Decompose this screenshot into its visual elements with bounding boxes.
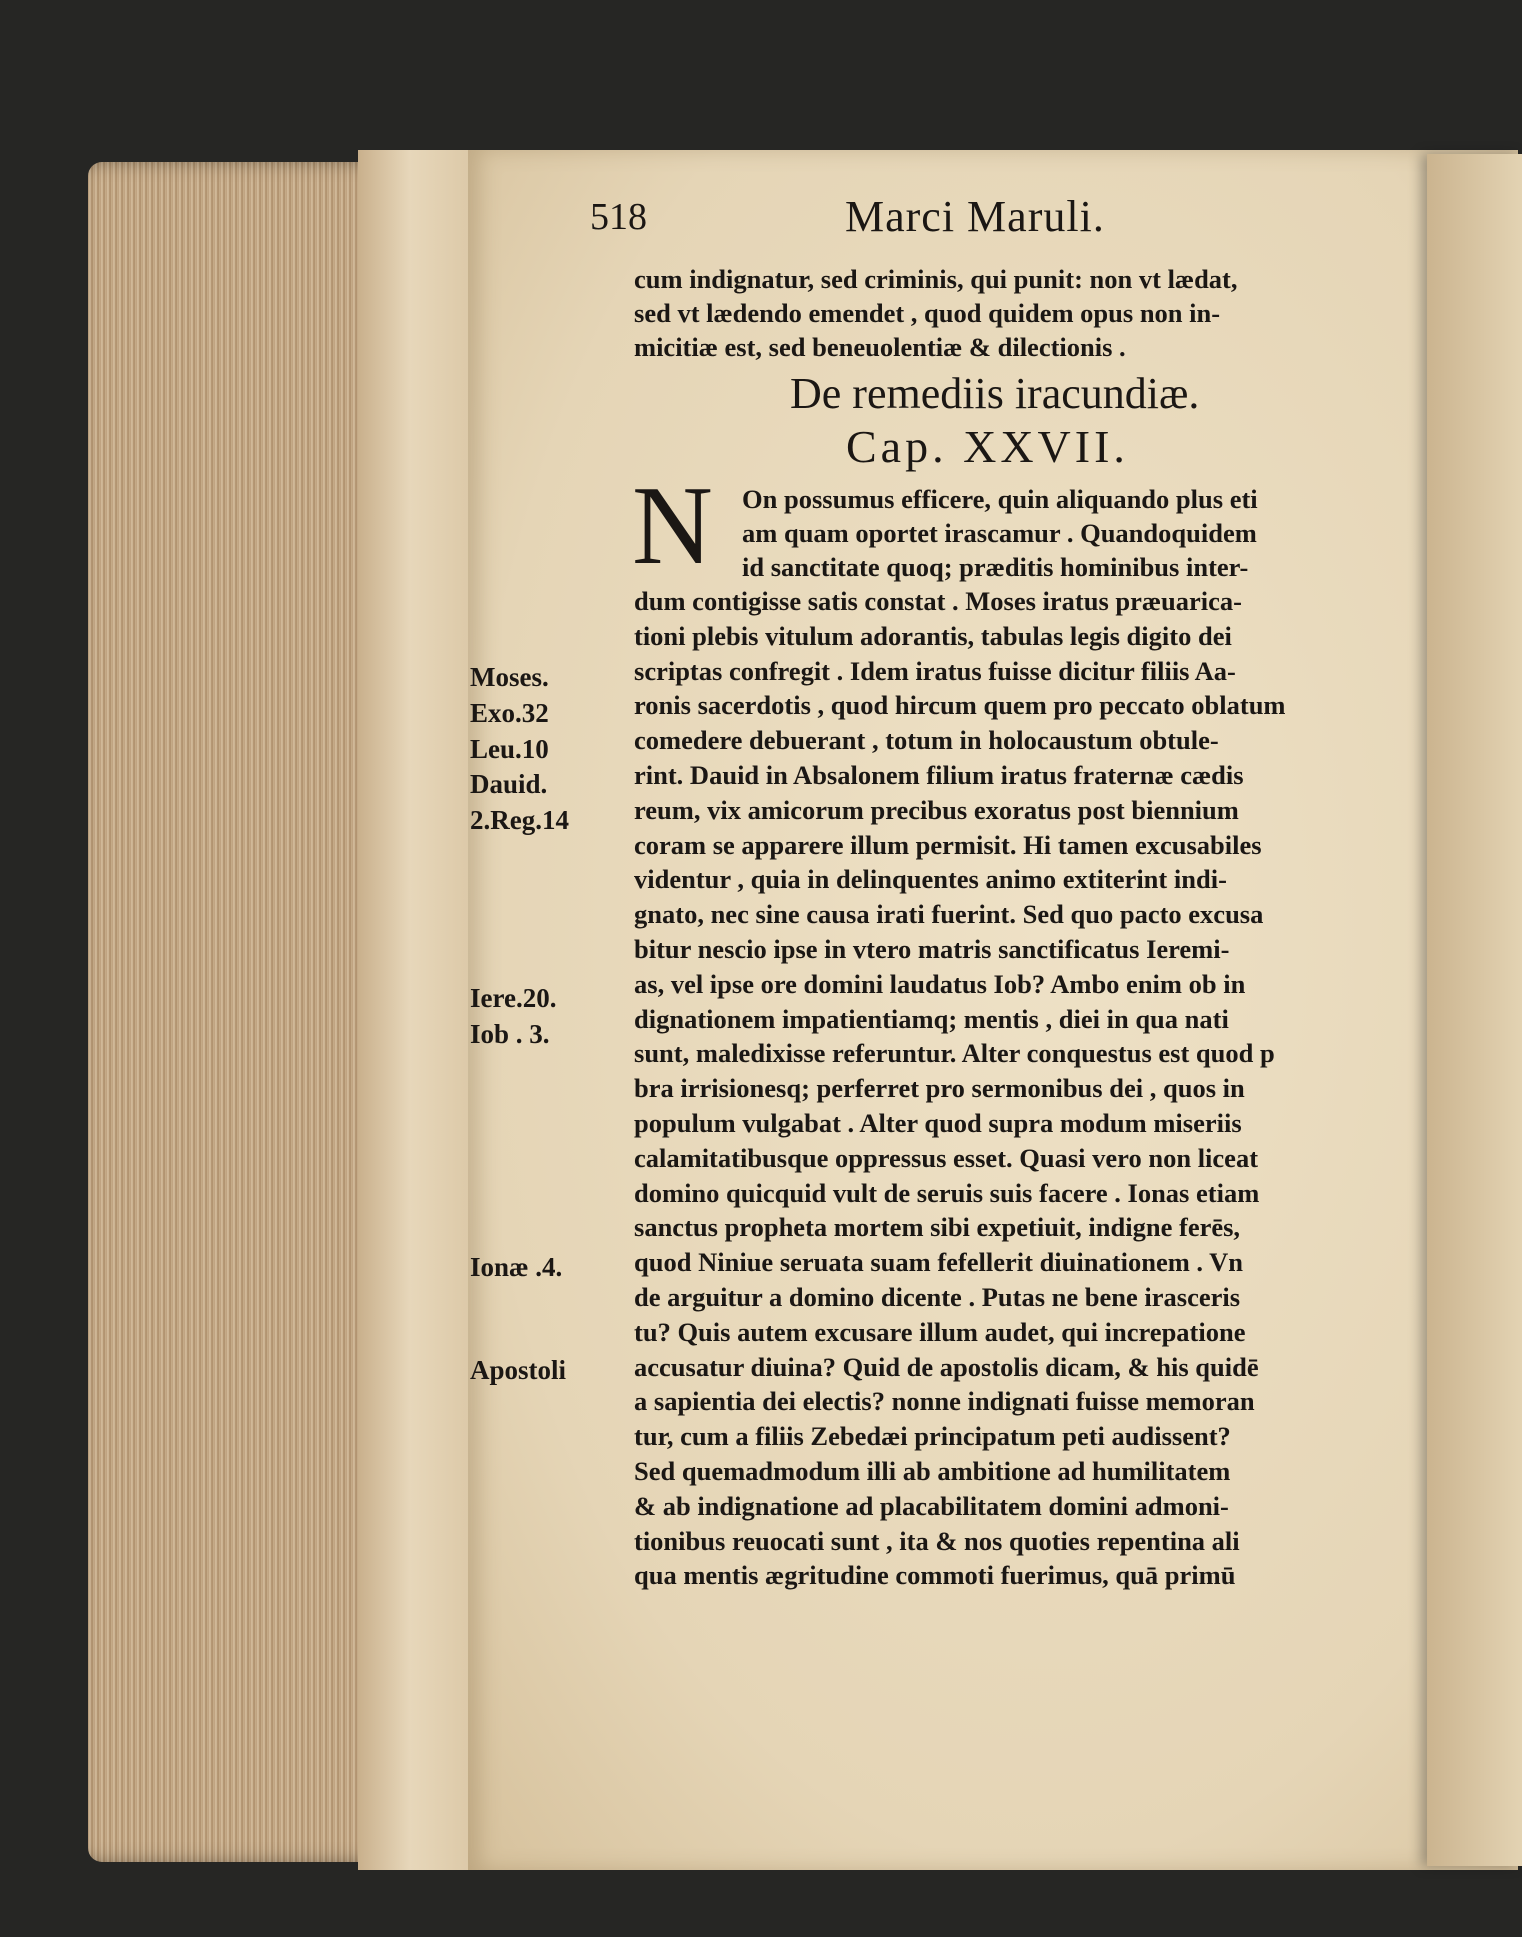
margin-note: Ionæ .4. bbox=[470, 1252, 563, 1282]
text-line: gnato, nec sine causa irati fuerint. Sed quo pacto excusa bbox=[634, 899, 1264, 930]
text-line: am quam oportet irascamur . Quandoquidem bbox=[742, 518, 1257, 549]
folio-number: 518 bbox=[590, 196, 647, 238]
chapter-number: Cap. XXVII. bbox=[846, 421, 1129, 472]
margin-note: Leu.10 bbox=[470, 734, 549, 764]
text-line: ronis sacerdotis , quod hircum quem pro peccato oblatum bbox=[634, 690, 1286, 721]
text-line: reum, vix amicorum precibus exoratus post biennium bbox=[634, 794, 1239, 825]
text-line: accusatur diuina? Quid de apostolis dicam, & his quidē bbox=[634, 1351, 1259, 1382]
text-line: scriptas confregit . Idem iratus fuisse dicitur filiis Aa- bbox=[634, 655, 1236, 686]
text-line: dignationem impatientiamq; mentis , diei in qua nati bbox=[634, 1003, 1229, 1034]
text-line: micitiæ est, sed beneuolentiæ & dilectionis . bbox=[634, 332, 1126, 363]
page-header bbox=[590, 192, 1290, 255]
text-line: id sanctitate quoq; præditis hominibus inter- bbox=[742, 552, 1249, 583]
margin-note: Iere.20. bbox=[470, 983, 557, 1013]
drop-cap: N bbox=[632, 464, 713, 588]
text-line: quod Niniue seruata suam fefellerit diuinationem . Vn bbox=[634, 1247, 1244, 1278]
opening-lines bbox=[742, 482, 1402, 585]
text-line: rint. Dauid in Absalonem filium iratus fraternæ cædis bbox=[634, 759, 1244, 790]
margin-note: Dauid. bbox=[470, 769, 548, 799]
text-line: On possumus efficere, quin aliquando plus eti bbox=[742, 484, 1258, 514]
text-line: & ab indignatione ad placabilitatem domini admoni- bbox=[634, 1490, 1229, 1521]
text-line: Sed quemadmodum illi ab ambitione ad humilitatem bbox=[634, 1455, 1231, 1486]
body-paragraph bbox=[634, 584, 1394, 1593]
text-line: domino quicquid vult de seruis suis facere . Ionas etiam bbox=[634, 1177, 1260, 1208]
chapter-heading: De remediis iracundiæ. bbox=[790, 369, 1200, 418]
margin-note: Moses. bbox=[470, 662, 549, 692]
text-line: as, vel ipse ore domini laudatus Iob? Ambo enim ob in bbox=[634, 968, 1246, 999]
running-title: Marci Maruli. bbox=[845, 192, 1105, 241]
text-line: bra irrisionesq; perferret pro sermonibus dei , quos in bbox=[634, 1073, 1245, 1104]
text-line: comedere debuerant , totum in holocaustum obtule- bbox=[634, 725, 1219, 756]
margin-note: Apostoli bbox=[470, 1355, 567, 1385]
text-line: de arguitur a domino dicente . Putas ne bene irasceris bbox=[634, 1281, 1241, 1312]
text-line: qua mentis ægritudine commoti fuerimus, quā primū bbox=[634, 1560, 1236, 1591]
text-line: sed vt lædendo emendet , quod quidem opus non in- bbox=[634, 298, 1221, 329]
text-line: tioni plebis vitulum adorantis, tabulas legis digito dei bbox=[634, 620, 1232, 651]
margin-note: Iob . 3. bbox=[470, 1019, 550, 1049]
text-line: videntur , quia in delinquentes animo extiterint indi- bbox=[634, 864, 1227, 895]
top-paragraph bbox=[634, 262, 1394, 365]
margin-note: Exo.32 bbox=[470, 698, 549, 728]
margin-note: 2.Reg.14 bbox=[470, 805, 569, 835]
text-line: dum contigisse satis constat . Moses iratus præuarica- bbox=[634, 586, 1242, 616]
text-line: sanctus propheta mortem sibi expetiuit, indigne ferēs, bbox=[634, 1212, 1241, 1243]
text-line: tionibus reuocati sunt , ita & nos quoties repentina ali bbox=[634, 1525, 1240, 1556]
text-line: coram se apparere illum permisit. Hi tamen excusabiles bbox=[634, 829, 1262, 860]
next-page-edge bbox=[1427, 154, 1522, 1866]
text-line: populum vulgabat . Alter quod supra modum miseriis bbox=[634, 1107, 1242, 1138]
text-line: cum indignatur, sed criminis, qui punit: non vt lædat, bbox=[634, 264, 1238, 294]
text-line: sunt, maledixisse referuntur. Alter conquestus est quod p bbox=[634, 1038, 1275, 1069]
text-line: tu? Quis autem excusare illum audet, qui increpatione bbox=[634, 1316, 1246, 1347]
text-line: a sapientia dei electis? nonne indignati fuisse memoran bbox=[634, 1386, 1255, 1417]
text-line: calamitatibusque oppressus esset. Quasi vero non liceat bbox=[634, 1142, 1259, 1173]
text-line: tur, cum a filiis Zebedæi principatum peti audissent? bbox=[634, 1421, 1231, 1452]
text-line: bitur nescio ipse in vtero matris sanctificatus Ieremi- bbox=[634, 933, 1230, 964]
